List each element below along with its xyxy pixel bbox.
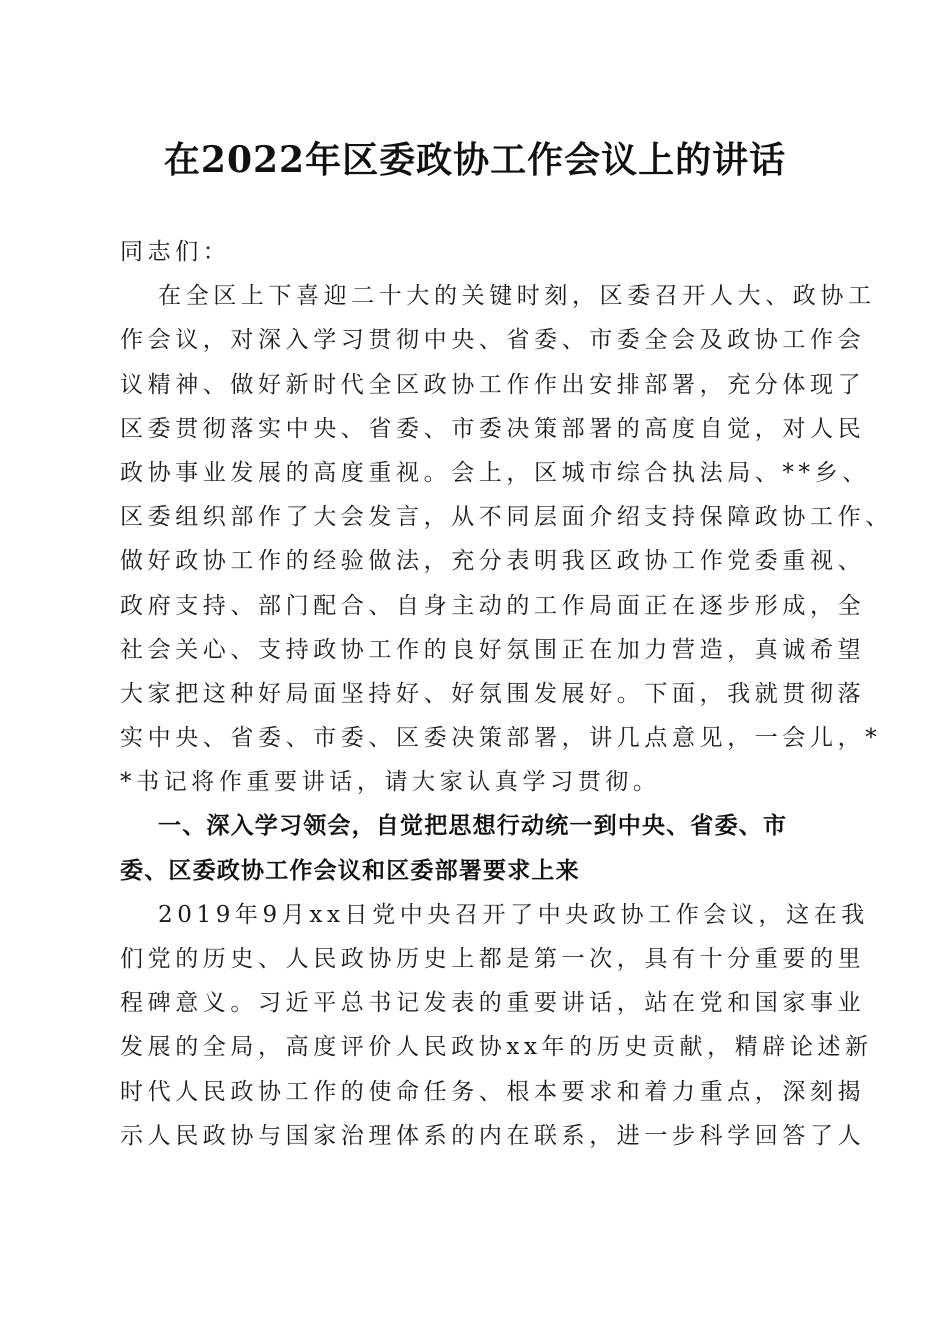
paragraph-2-line: 时代人民政协工作的使命任务、根本要求和着力重点，深刻揭 bbox=[120, 1078, 866, 1105]
paragraph-2-line: 程碑意义。习近平总书记发表的重要讲话，站在党和国家事业 bbox=[120, 990, 866, 1017]
paragraph-1-line: *书记将作重要讲话，请大家认真学习贯彻。 bbox=[120, 769, 661, 796]
paragraph-1-line: 议精神、做好新时代全区政协工作作出安排部署，充分体现了 bbox=[120, 371, 866, 398]
paragraph-1-line: 实中央、省委、市委、区委决策部署，讲几点意见，一会儿，* bbox=[120, 725, 882, 752]
paragraph-1-line: 区委贯彻落实中央、省委、市委决策部署的高度自觉，对人民 bbox=[120, 415, 866, 442]
paragraph-2-line: 2019年9月xx日党中央召开了中央政协工作会议，这在我 bbox=[158, 901, 869, 928]
paragraph-1-line: 社会关心、支持政协工作的良好氛围正在加力营造，真诚希望 bbox=[120, 636, 866, 663]
section-heading-1-line: 一、深入学习领会，自觉把思想行动统一到中央、省委、市 bbox=[158, 813, 788, 840]
document-title: 在2022年区委政协工作会议上的讲话 bbox=[163, 139, 787, 181]
paragraph-1-line: 区委组织部作了大会发言，从不同层面介绍支持保障政协工作、 bbox=[120, 504, 893, 531]
paragraph-1-line: 政协事业发展的高度重视。会上，区城市综合执法局、**乡、 bbox=[120, 459, 870, 486]
salutation: 同志们： bbox=[120, 239, 231, 265]
paragraph-2-line: 发展的全局，高度评价人民政协xx年的历史贡献，精辟论述新 bbox=[120, 1034, 873, 1061]
paragraph-1-line: 大家把这种好局面坚持好、好氛围发展好。下面，我就贯彻落 bbox=[120, 680, 866, 707]
paragraph-1-line: 做好政协工作的经验做法，充分表明我区政协工作党委重视、 bbox=[120, 548, 866, 575]
paragraph-2-line: 示人民政协与国家治理体系的内在联系，进一步科学回答了人 bbox=[120, 1122, 866, 1149]
paragraph-1-line: 在全区上下喜迎二十大的关键时刻，区委召开人大、政协工 bbox=[158, 283, 876, 310]
paragraph-2-line: 们党的历史、人民政协历史上都是第一次，具有十分重要的里 bbox=[120, 946, 866, 972]
document-body bbox=[120, 230, 893, 1158]
paragraph-1-line: 作会议，对深入学习贯彻中央、省委、市委全会及政协工作会 bbox=[120, 327, 866, 354]
section-heading-1-line: 委、区委政协工作会议和区委部署要求上来 bbox=[120, 857, 580, 884]
paragraph-1-line: 政府支持、部门配合、自身主动的工作局面正在逐步形成，全 bbox=[120, 592, 866, 619]
